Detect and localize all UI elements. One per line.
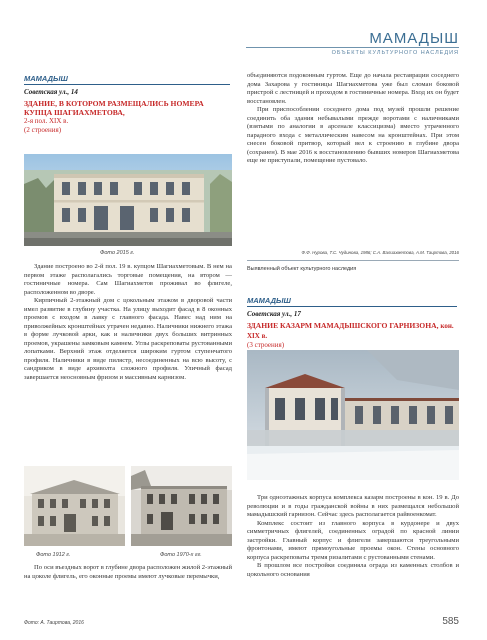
right-top-text — [247, 72, 459, 166]
right-paragraph-2: При приспособлении соседнего дома под музей прошли решение соединить оба здания небывалыми прежде воротами с наличниками (взятыми по аналогии в арсенале классицизма) вместо утраченного парадного входа с металлическим навесом на кронштейнах. При этом снесен боковой притвор, который вел к строению в глубине двора (сохранен). В мае 2016 к восстановлению бывших номеров Шагиахметова еще не приступали, помещение пустовало. — [247, 106, 459, 164]
left-bottom-text — [24, 564, 232, 581]
left-period: 2-я пол. XIX в. — [24, 117, 69, 125]
right-heading-block — [247, 296, 459, 350]
left-paragraph-1: Здание построено во 2-й пол. 19 в. купцом Шагиахметовым. В нем на первом этаже располагались торговые помещения, на втором — гостиничные номера. Сам Шагиахметов проживал во флигеле, расположенном во дворе. — [24, 263, 232, 296]
right-address: Советская ул., 17 — [247, 310, 301, 318]
left-paragraph-bottom: По оси въездных ворот в глубине двора расположен жилой 2-этажный на цоколе флигель, его оконные проемы имеют лучковые перемычки, — [24, 564, 232, 580]
photo-1912-caption: Фото 1912 г. — [36, 552, 71, 558]
right-bottom-text — [247, 494, 459, 579]
right-object-title — [247, 321, 459, 341]
photo-shagiakhmetov-house-2015 — [24, 154, 232, 246]
heritage-status-label: Выявленный объект культурного наследия — [247, 266, 357, 272]
page-header-subtitle: ОБЪЕКТЫ КУЛЬТУРНОГО НАСЛЕДИЯ — [331, 50, 459, 56]
photo-1970s — [131, 466, 232, 546]
page-header-title: МАМАДЫШ — [369, 30, 459, 47]
right-object-title-text: ЗДАНИЕ КАЗАРМ МАМАДЫШСКОГО ГАРНИЗОНА, — [247, 321, 439, 330]
left-object-title: ЗДАНИЕ, В КОТОРОМ РАЗМЕЩАЛИСЬ НОМЕРА КУПЦА ШАГИАХМЕТОВА, — [24, 99, 204, 117]
right-paragraph-4: Комплекс состоит из главного корпуса в курдонере и двух симметричных флигелей, соединенных оградой по красной линии застройки. Главный корпус и флигели завершаются треугольными фронтонами, имеют прямоугольные проемы окон. Стены основного корпуса раскреповаты тремя ризалитами с рустованными стенами. — [247, 519, 459, 561]
left-photo-caption: Фото 2015 г. — [100, 250, 135, 256]
left-structures: (2 строения) — [24, 126, 62, 134]
right-city: МАМАДЫШ — [247, 296, 457, 307]
right-structures: (3 строения) — [247, 341, 285, 349]
left-address: Советская ул., 14 — [24, 88, 78, 96]
left-paragraph-2: Кирпичный 2-этажный дом с цокольным этажом в дворовой части имел развитие в глубину участка. На улицу выходит фасад в 8 оконных проемов с входом в лавку с главного фасада. Навес над ним на приволжейных кронштейнах утрачен недавно. Наличники нижнего этажа в форме лучковой арки, как и наличники двух больших витринных проемов, украшены замковым камнем. Углы раскреповаты рустованными лопатками. Верхний этаж отделяется широким гуртом ступенчатого профиля. Наличники в виде пилястр, несоединенных на всю высоту, с сандриком в виде архиволта сложного профиля. Уличный фасад завершается неосновным фризом и массивным карнизом. — [24, 297, 232, 381]
page-number: 585 — [442, 616, 459, 627]
right-paragraph-1: объединяются подоконным гуртом. Еще до начала реставрации соседнего дома Захарова у гостиницы Шагиахметова уже был сломан боковой пристрой с лестницей и проходом в гостиничные номера. Вход их он будет восстановлен. — [247, 72, 459, 105]
right-paragraph-5: В прошлом все постройки соединяла ограда из каменных столбов и цокольного основания — [247, 562, 459, 578]
left-body-text — [24, 263, 232, 382]
left-city: МАМАДЫШ — [24, 74, 230, 85]
photo-1970s-caption: Фото 1970-х гг. — [160, 552, 202, 558]
right-paragraph-3: Три одноэтажных корпуса комплекса казарм построены в кон. 19 в. До революции и в годы гражданской войны в них размещался небольшой мамадышский гарнизон. Сейчас здесь располагается райвоенкомат. — [247, 494, 459, 518]
header-divider — [246, 47, 459, 48]
right-period: кон. XIX в. — [247, 322, 454, 340]
right-source-credit: Ф.Ф. Нурова, Т.С. Чудинова, 1986; С.А. Валиахметова, А.М. Таиртова, 2016 — [301, 250, 459, 255]
section-divider — [247, 260, 459, 261]
left-heading-block — [24, 74, 232, 135]
photo-1912 — [24, 466, 125, 546]
footer-photo-credit: Фото: А. Таиртова, 2016 — [24, 620, 84, 626]
photo-garrison-barracks — [247, 350, 459, 480]
